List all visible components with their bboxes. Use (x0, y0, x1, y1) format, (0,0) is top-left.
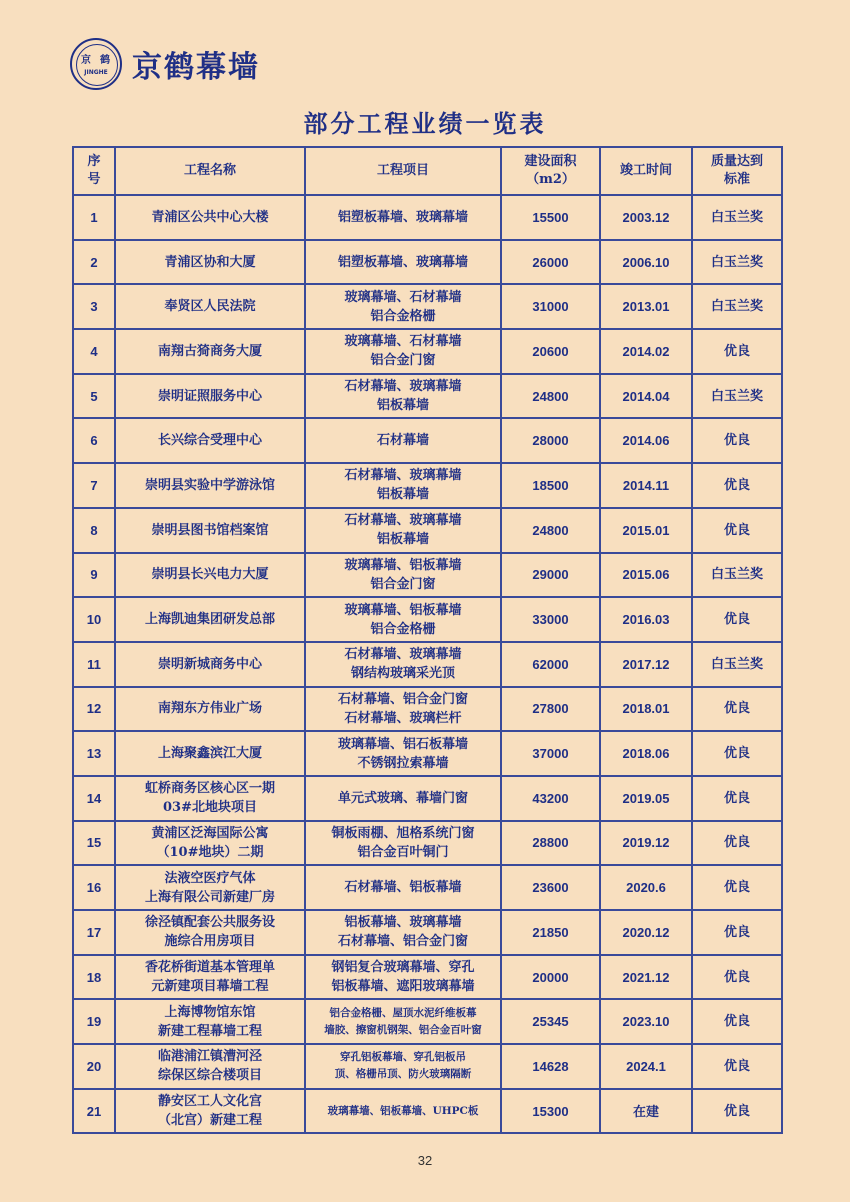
cell-completion-date: 2006.10 (600, 240, 692, 285)
cell-area: 29000 (501, 553, 600, 598)
seal-char-right: 鹤 (100, 55, 110, 66)
cell-project-name: 崇明县图书馆档案馆 (115, 508, 305, 553)
company-logo (70, 38, 260, 90)
cell-project-name: 虹桥商务区核心区一期 03#北地块项目 (115, 776, 305, 821)
cell-area: 28000 (501, 418, 600, 463)
cell-area: 62000 (501, 642, 600, 687)
cell-project-name: 崇明县长兴电力大厦 (115, 553, 305, 598)
cell-quality: 白玉兰奖 (692, 553, 782, 598)
cell-completion-date: 在建 (600, 1089, 692, 1134)
cell-quality: 优良 (692, 1089, 782, 1134)
cell-completion-date: 2017.12 (600, 642, 692, 687)
cell-quality: 优良 (692, 821, 782, 866)
cell-area: 43200 (501, 776, 600, 821)
table-row (73, 955, 782, 1000)
cell-area: 28800 (501, 821, 600, 866)
cell-quality: 白玉兰奖 (692, 642, 782, 687)
cell-project-items: 石材幕墙、铝板幕墙 (305, 865, 501, 910)
cell-area: 18500 (501, 463, 600, 508)
cell-project-items: 单元式玻璃、幕墙门窗 (305, 776, 501, 821)
cell-index: 3 (73, 284, 115, 329)
cell-quality: 白玉兰奖 (692, 195, 782, 240)
table-row (73, 776, 782, 821)
table-row (73, 240, 782, 285)
cell-index: 2 (73, 240, 115, 285)
cell-area: 37000 (501, 731, 600, 776)
cell-index: 10 (73, 597, 115, 642)
table-header-row (73, 147, 782, 195)
cell-project-items: 石材幕墙、玻璃幕墙 铝板幕墙 (305, 374, 501, 419)
cell-completion-date: 2020.12 (600, 910, 692, 955)
cell-area: 27800 (501, 687, 600, 732)
cell-area: 15500 (501, 195, 600, 240)
cell-project-items: 玻璃幕墙、铝板幕墙 铝合金格栅 (305, 597, 501, 642)
cell-quality: 优良 (692, 597, 782, 642)
cell-project-name: 南翔古猗商务大厦 (115, 329, 305, 374)
header-project-items: 工程项目 (305, 147, 501, 195)
cell-quality: 白玉兰奖 (692, 374, 782, 419)
cell-project-items: 钢铝复合玻璃幕墙、穿孔 铝板幕墙、遮阳玻璃幕墙 (305, 955, 501, 1000)
project-performance-table (72, 146, 783, 1134)
cell-quality: 优良 (692, 999, 782, 1044)
table-row (73, 553, 782, 598)
cell-quality: 白玉兰奖 (692, 284, 782, 329)
cell-index: 18 (73, 955, 115, 1000)
cell-area: 24800 (501, 374, 600, 419)
cell-project-items: 玻璃幕墙、铝石板幕墙 不锈钢拉索幕墙 (305, 731, 501, 776)
cell-index: 15 (73, 821, 115, 866)
table-row (73, 374, 782, 419)
cell-completion-date: 2020.6 (600, 865, 692, 910)
cell-completion-date: 2013.01 (600, 284, 692, 329)
cell-project-name: 黄浦区泛海国际公寓 （10#地块）二期 (115, 821, 305, 866)
cell-project-name: 徐泾镇配套公共服务设 施综合用房项目 (115, 910, 305, 955)
table-row (73, 1044, 782, 1089)
page-title: 部分工程业绩一览表 (303, 109, 547, 138)
cell-index: 16 (73, 865, 115, 910)
cell-project-items: 石材幕墙、玻璃幕墙 铝板幕墙 (305, 508, 501, 553)
cell-project-name: 崇明证照服务中心 (115, 374, 305, 419)
cell-project-items: 铝合金格栅、屋顶水泥纤维板幕 墙胶、擦窗机钢架、铝合金百叶窗 (305, 999, 501, 1044)
cell-index: 1 (73, 195, 115, 240)
cell-project-items: 铝板幕墙、玻璃幕墙 石材幕墙、铝合金门窗 (305, 910, 501, 955)
cell-area: 15300 (501, 1089, 600, 1134)
table-row (73, 1089, 782, 1134)
cell-area: 26000 (501, 240, 600, 285)
table-row (73, 463, 782, 508)
cell-completion-date: 2015.01 (600, 508, 692, 553)
cell-area: 31000 (501, 284, 600, 329)
header-quality: 质量达到 标准 (692, 147, 782, 195)
table-row (73, 642, 782, 687)
cell-project-items: 石材幕墙、铝合金门窗 石材幕墙、玻璃栏杆 (305, 687, 501, 732)
cell-index: 6 (73, 418, 115, 463)
cell-project-items: 石材幕墙 (305, 418, 501, 463)
cell-project-name: 香花桥街道基本管理单 元新建项目幕墙工程 (115, 955, 305, 1000)
cell-completion-date: 2014.04 (600, 374, 692, 419)
cell-project-name: 奉贤区人民法院 (115, 284, 305, 329)
cell-area: 24800 (501, 508, 600, 553)
cell-quality: 优良 (692, 418, 782, 463)
cell-quality: 优良 (692, 463, 782, 508)
table-row (73, 865, 782, 910)
cell-completion-date: 2016.03 (600, 597, 692, 642)
cell-index: 14 (73, 776, 115, 821)
cell-project-name: 上海博物馆东馆 新建工程幕墙工程 (115, 999, 305, 1044)
cell-project-name: 崇明县实验中学游泳馆 (115, 463, 305, 508)
cell-completion-date: 2018.01 (600, 687, 692, 732)
cell-quality: 优良 (692, 731, 782, 776)
cell-index: 7 (73, 463, 115, 508)
cell-quality: 优良 (692, 508, 782, 553)
cell-index: 19 (73, 999, 115, 1044)
cell-index: 11 (73, 642, 115, 687)
cell-area: 20600 (501, 329, 600, 374)
table-row (73, 687, 782, 732)
cell-area: 25345 (501, 999, 600, 1044)
cell-quality: 优良 (692, 910, 782, 955)
cell-project-items: 铜板雨棚、旭格系统门窗 铝合金百叶铜门 (305, 821, 501, 866)
cell-quality: 优良 (692, 955, 782, 1000)
cell-project-name: 青浦区公共中心大楼 (115, 195, 305, 240)
cell-index: 4 (73, 329, 115, 374)
cell-completion-date: 2019.05 (600, 776, 692, 821)
cell-project-items: 石材幕墙、玻璃幕墙 钢结构玻璃采光顶 (305, 642, 501, 687)
table-row (73, 821, 782, 866)
cell-completion-date: 2024.1 (600, 1044, 692, 1089)
cell-project-name: 静安区工人文化宫 （北宫）新建工程 (115, 1089, 305, 1134)
cell-project-items: 穿孔铝板幕墙、穿孔铝板吊 顶、格栅吊顶、防火玻璃隔断 (305, 1044, 501, 1089)
cell-quality: 优良 (692, 776, 782, 821)
cell-completion-date: 2023.10 (600, 999, 692, 1044)
cell-project-name: 临港浦江镇漕河泾 综保区综合楼项目 (115, 1044, 305, 1089)
cell-index: 12 (73, 687, 115, 732)
page-number: 32 (417, 1153, 433, 1168)
cell-area: 23600 (501, 865, 600, 910)
cell-project-items: 玻璃幕墙、铝板幕墙、UHPC板 (305, 1089, 501, 1134)
cell-project-items: 玻璃幕墙、石材幕墙 铝合金门窗 (305, 329, 501, 374)
cell-project-name: 青浦区协和大厦 (115, 240, 305, 285)
cell-project-items: 铝塑板幕墙、玻璃幕墙 (305, 195, 501, 240)
seal-char-left: 京 (81, 55, 91, 66)
table-row (73, 508, 782, 553)
cell-completion-date: 2003.12 (600, 195, 692, 240)
cell-project-items: 玻璃幕墙、铝板幕墙 铝合金门窗 (305, 553, 501, 598)
cell-completion-date: 2021.12 (600, 955, 692, 1000)
cell-index: 17 (73, 910, 115, 955)
table-row (73, 910, 782, 955)
cell-project-name: 长兴综合受理中心 (115, 418, 305, 463)
cell-completion-date: 2015.06 (600, 553, 692, 598)
brand-name: 京鹤幕墙 (132, 50, 260, 85)
cell-index: 8 (73, 508, 115, 553)
cell-completion-date: 2014.11 (600, 463, 692, 508)
company-seal-icon (70, 38, 122, 90)
cell-index: 5 (73, 374, 115, 419)
header-area: 建设面积 （m2） (501, 147, 600, 195)
cell-quality: 优良 (692, 1044, 782, 1089)
cell-completion-date: 2014.06 (600, 418, 692, 463)
header-project-name: 工程名称 (115, 147, 305, 195)
header-completion-date: 竣工时间 (600, 147, 692, 195)
table-row (73, 597, 782, 642)
cell-area: 33000 (501, 597, 600, 642)
table-row (73, 999, 782, 1044)
cell-project-items: 玻璃幕墙、石材幕墙 铝合金格栅 (305, 284, 501, 329)
cell-index: 13 (73, 731, 115, 776)
table-row (73, 329, 782, 374)
cell-completion-date: 2014.02 (600, 329, 692, 374)
cell-project-name: 法液空医疗气体 上海有限公司新建厂房 (115, 865, 305, 910)
cell-index: 21 (73, 1089, 115, 1134)
cell-project-name: 崇明新城商务中心 (115, 642, 305, 687)
table-row (73, 731, 782, 776)
table-row (73, 284, 782, 329)
cell-project-items: 石材幕墙、玻璃幕墙 铝板幕墙 (305, 463, 501, 508)
cell-area: 14628 (501, 1044, 600, 1089)
table-row (73, 195, 782, 240)
cell-quality: 优良 (692, 865, 782, 910)
cell-project-name: 南翔东方伟业广场 (115, 687, 305, 732)
cell-index: 20 (73, 1044, 115, 1089)
cell-area: 21850 (501, 910, 600, 955)
cell-quality: 优良 (692, 687, 782, 732)
cell-quality: 优良 (692, 329, 782, 374)
cell-project-items: 铝塑板幕墙、玻璃幕墙 (305, 240, 501, 285)
table-row (73, 418, 782, 463)
seal-text-en: JINGHE (84, 69, 108, 76)
cell-area: 20000 (501, 955, 600, 1000)
cell-index: 9 (73, 553, 115, 598)
cell-completion-date: 2019.12 (600, 821, 692, 866)
cell-quality: 白玉兰奖 (692, 240, 782, 285)
cell-completion-date: 2018.06 (600, 731, 692, 776)
header-index: 序 号 (73, 147, 115, 195)
cell-project-name: 上海聚鑫滨江大厦 (115, 731, 305, 776)
cell-project-name: 上海凯迪集团研发总部 (115, 597, 305, 642)
